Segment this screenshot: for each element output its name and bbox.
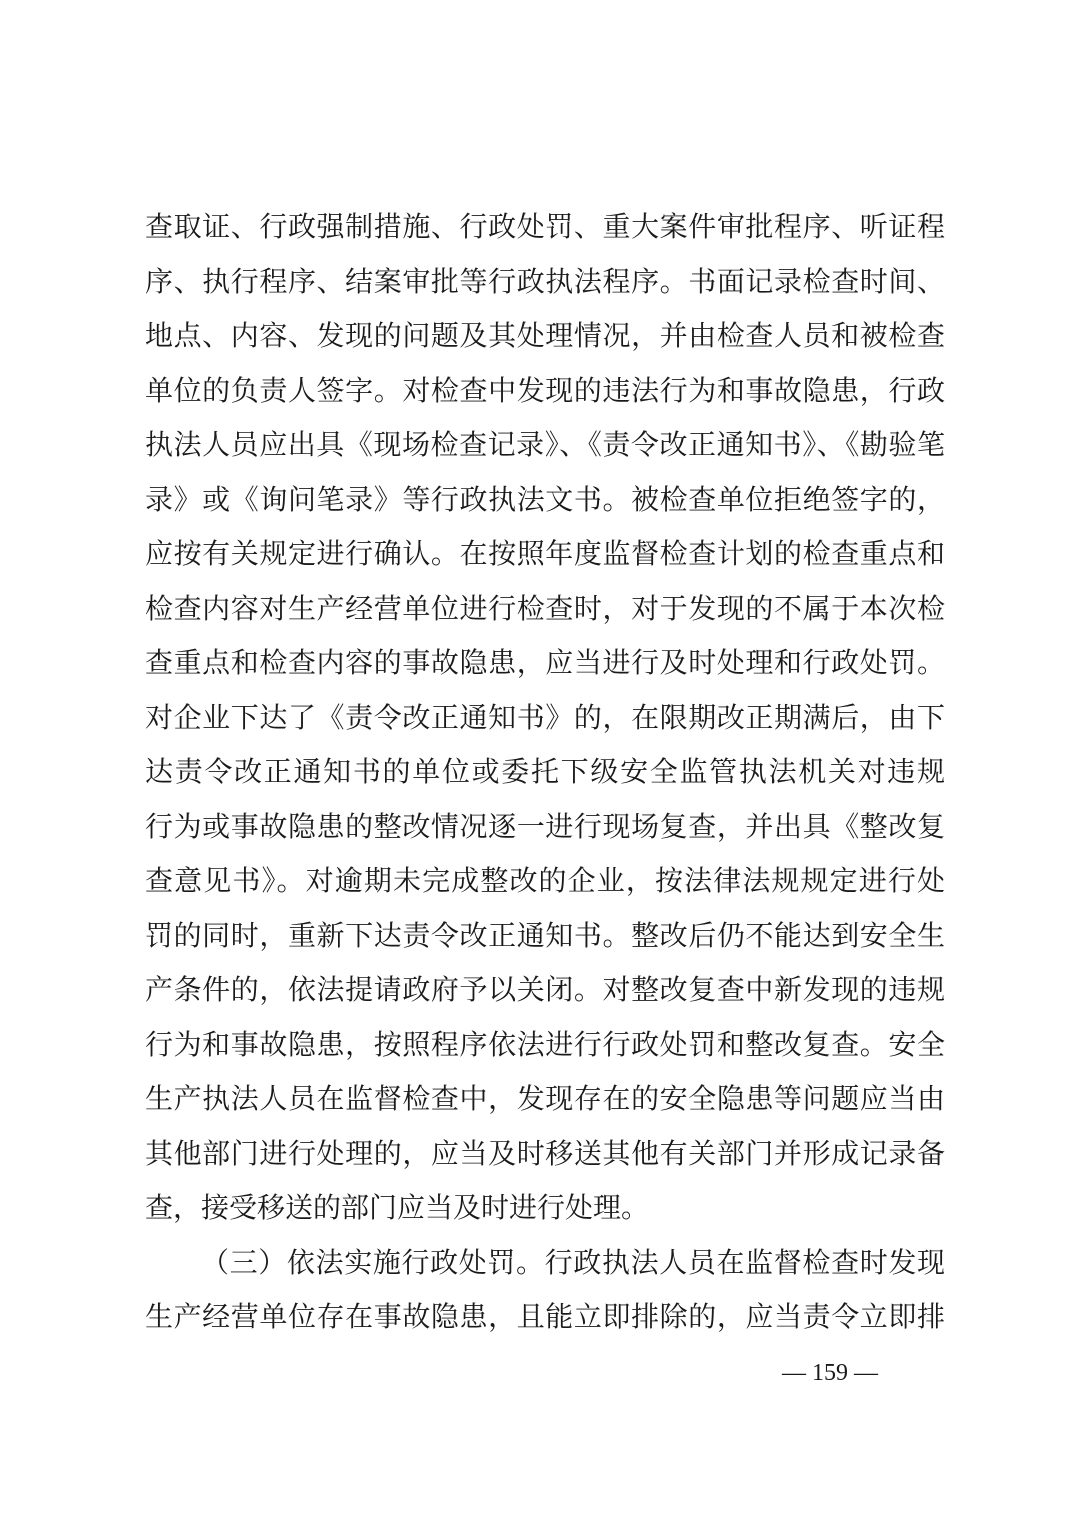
text-line: 生产执法人员在监督检查中，发现存在的安全隐患等问题应当由	[145, 1082, 945, 1115]
text-line: 生产经营单位存在事故隐患，且能立即排除的，应当责令立即排	[145, 1300, 945, 1333]
text-line: 应按有关规定进行确认。在按照年度监督检查计划的检查重点和	[145, 537, 945, 570]
text-line: 查重点和检查内容的事故隐患，应当进行及时处理和行政处罚。	[145, 646, 945, 679]
text-line: 罚的同时，重新下达责令改正通知书。整改后仍不能达到安全生	[145, 918, 945, 952]
text-line: 行为和事故隐患，按照程序依法进行行政处罚和整改复查。安全	[145, 1027, 945, 1061]
section-heading-line: （三）依法实施行政处罚。行政执法人员在监督检查时发现	[201, 1245, 945, 1279]
text-line: 查，接受移送的部门应当及时进行处理。	[145, 1191, 650, 1224]
text-line: 单位的负责人签字。对检查中发现的违法行为和事故隐患，行政	[145, 373, 945, 407]
text-line: 地点、内容、发现的问题及其处理情况，并由检查人员和被检查	[145, 319, 945, 352]
text-line: 查意见书》。对逾期未完成整改的企业，按法律法规规定进行处	[145, 864, 945, 897]
text-line: 对企业下达了《责令改正通知书》的，在限期改正期满后，由下	[145, 700, 945, 734]
text-line: 序、执行程序、结案审批等行政执法程序。书面记录检查时间、	[145, 264, 945, 298]
text-line: 查取证、行政强制措施、行政处罚、重大案件审批程序、听证程	[145, 210, 945, 243]
page-number: — 159 —	[782, 1360, 878, 1386]
text-line: 检查内容对生产经营单位进行检查时，对于发现的不属于本次检	[145, 591, 945, 625]
text-line: 执法人员应出具《现场检查记录》、《责令改正通知书》、《勘验笔	[145, 428, 945, 461]
text-line: 录》或《询问笔录》等行政执法文书。被检查单位拒绝签字的，	[145, 482, 945, 516]
text-line: 达责令改正通知书的单位或委托下级安全监管执法机关对违规	[145, 755, 945, 788]
text-line: 行为或事故隐患的整改情况逐一进行现场复查，并出具《整改复	[145, 809, 945, 843]
text-line: 其他部门进行处理的，应当及时移送其他有关部门并形成记录备	[145, 1136, 945, 1170]
body-text	[145, 200, 945, 1345]
text-line: 产条件的，依法提请政府予以关闭。对整改复查中新发现的违规	[145, 973, 945, 1006]
